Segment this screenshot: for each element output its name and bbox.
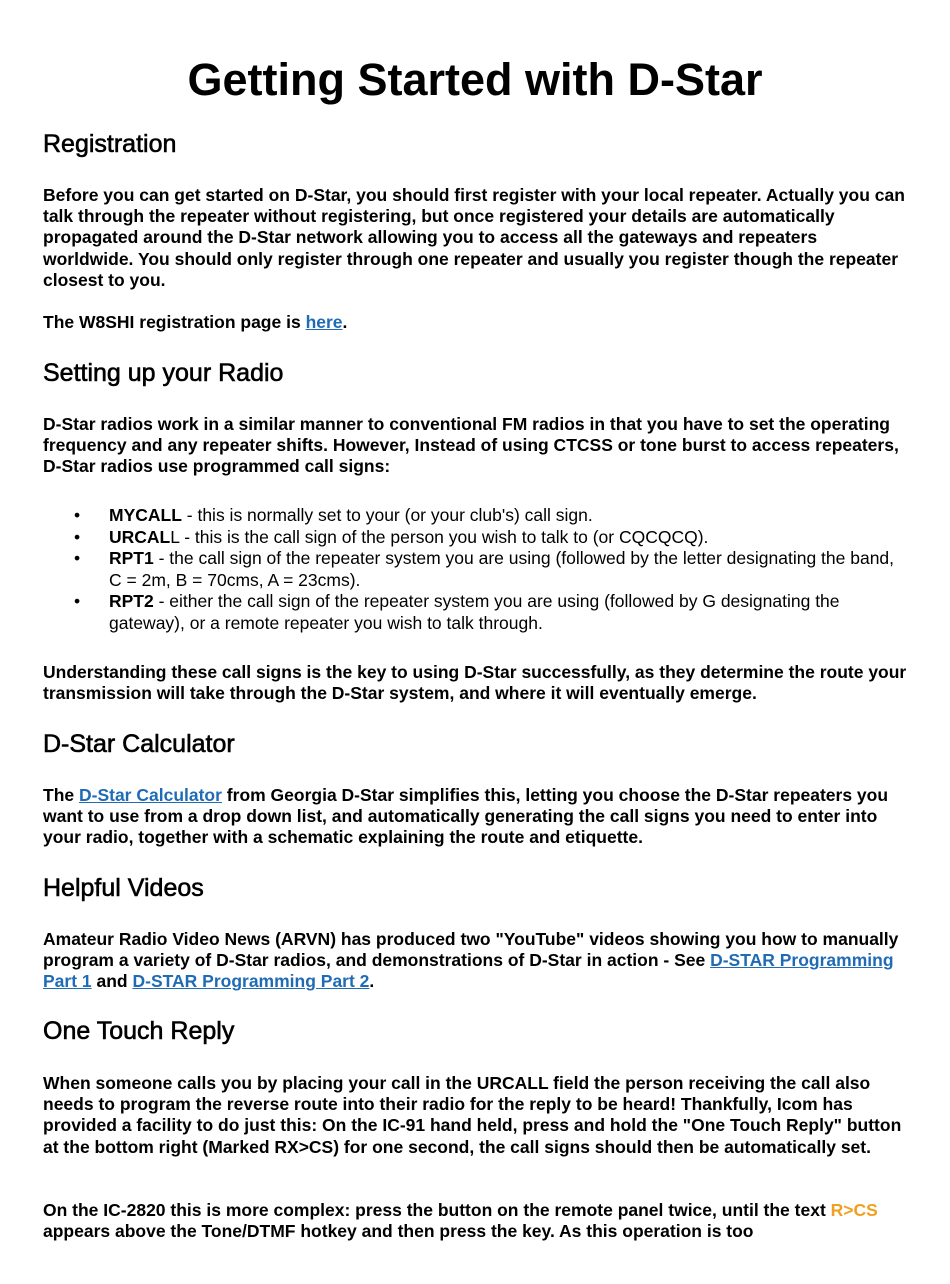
list-item <box>43 505 909 527</box>
videos-paragraph <box>43 929 909 993</box>
ic2820-suffix: appears above the Tone/DTMF hotkey and then press the key. As this operation is too <box>43 1221 754 1242</box>
registration-link-prefix: The W8SHI registration page is <box>43 312 306 332</box>
heading-helpful-videos: Helpful Videos <box>43 874 204 902</box>
list-item <box>43 591 909 634</box>
registration-here-link[interactable]: here <box>305 312 343 332</box>
ic2820-paragraph <box>43 1200 909 1242</box>
list-item-text: - the call sign of the repeater system you are using (followed by the letter designating the band, C = 2m, B = 70cms, A = 23cms). <box>109 548 895 590</box>
list-item-text: - either the call sign of the repeater system you are using (followed by G designating the gateway), or a remote repeater you wish to talk through. <box>109 591 840 633</box>
list-item-term: RPT1 <box>109 548 154 568</box>
bullet-icon: • <box>74 505 81 525</box>
radio-intro-paragraph: D-Star radios work in a similar manner to conventional FM radios in that you have to set the operating frequency and any repeater shifts. However, Instead of using CTCSS or tone burst to access repeaters, D-Star radios use programmed call signs: <box>43 414 899 477</box>
reply-paragraph: When someone calls you by placing your call in the URCALL field the person receiving the call also needs to program the reverse route into their radio for the reply to be heard! Thankfully, Icom has provided a facility to do just this: On the IC-91 hand held, press and hold the "One Touch Reply" button at the bottom right (Marked RX>CS) for one second, the call signs should then be automatically set. <box>43 1073 902 1157</box>
videos-mid: and <box>91 971 133 992</box>
list-item-text: L - this is the call sign of the person you wish to talk to (or CQCQCQ). <box>170 526 709 547</box>
calculator-prefix: The <box>43 785 79 805</box>
bullet-icon: • <box>74 526 81 547</box>
list-item-text: - this is normally set to your (or your club's) call sign. <box>181 505 593 525</box>
page-title: Getting Started with D-Star <box>187 54 763 105</box>
registration-link-suffix: . <box>342 312 348 332</box>
heading-dstar-calculator: D-Star Calculator <box>43 730 235 758</box>
registration-paragraph: Before you can get started on D-Star, you should first register with your local repeater. Actually you can talk through the repeater without registering, but once registered your details are automatically propagated around the D-Star network allowing you to access all the gateways and repeaters worldwide. You should only register through one repeater and usually you register though the repeater closest to you. <box>43 185 905 290</box>
bullet-icon: • <box>74 548 81 568</box>
ic2820-prefix: On the IC-2820 this is more complex: press the button on the remote panel twice, until the text <box>43 1200 831 1220</box>
dstar-calculator-link[interactable]: D-Star Calculator <box>78 785 222 805</box>
bullet-icon: • <box>74 591 81 611</box>
programming-part1-link[interactable]: D-STAR Programming Part 1 <box>43 950 894 992</box>
registration-link-paragraph <box>43 312 909 333</box>
videos-prefix: Amateur Radio Video News (ARVN) has produced two "YouTube" videos showing you how to manually program a variety of D-Star radios, and demonstrations of D-Star in action - See <box>43 929 899 971</box>
heading-registration: Registration <box>43 130 177 158</box>
calculator-suffix: from Georgia D-Star simplifies this, letting you choose the D-Star repeaters you want to use from a drop down list, and automatically generating the call signs you need to enter into your radio, together with a schematic explaining the route and etiquette. <box>43 785 889 848</box>
list-item-term: MYCALL <box>109 505 182 525</box>
list-item <box>43 548 909 591</box>
videos-suffix: . <box>369 971 375 992</box>
callsign-summary-paragraph: Understanding these call signs is the key to using D-Star successfully, as they determine the route your transmission will take through the D-Star system, and where it will eventually emerge. <box>43 662 907 704</box>
calculator-paragraph <box>43 785 909 849</box>
list-item-term: URCAL <box>109 526 171 547</box>
programming-part2-link[interactable]: D-STAR Programming Part 2 <box>132 971 370 992</box>
list-item <box>43 527 909 549</box>
rcs-indicator: R>CS <box>830 1200 878 1220</box>
heading-setting-up-radio: Setting up your Radio <box>43 359 284 387</box>
callsign-list <box>43 505 909 634</box>
list-item-term: RPT2 <box>109 591 154 611</box>
heading-one-touch-reply: One Touch Reply <box>43 1017 235 1045</box>
